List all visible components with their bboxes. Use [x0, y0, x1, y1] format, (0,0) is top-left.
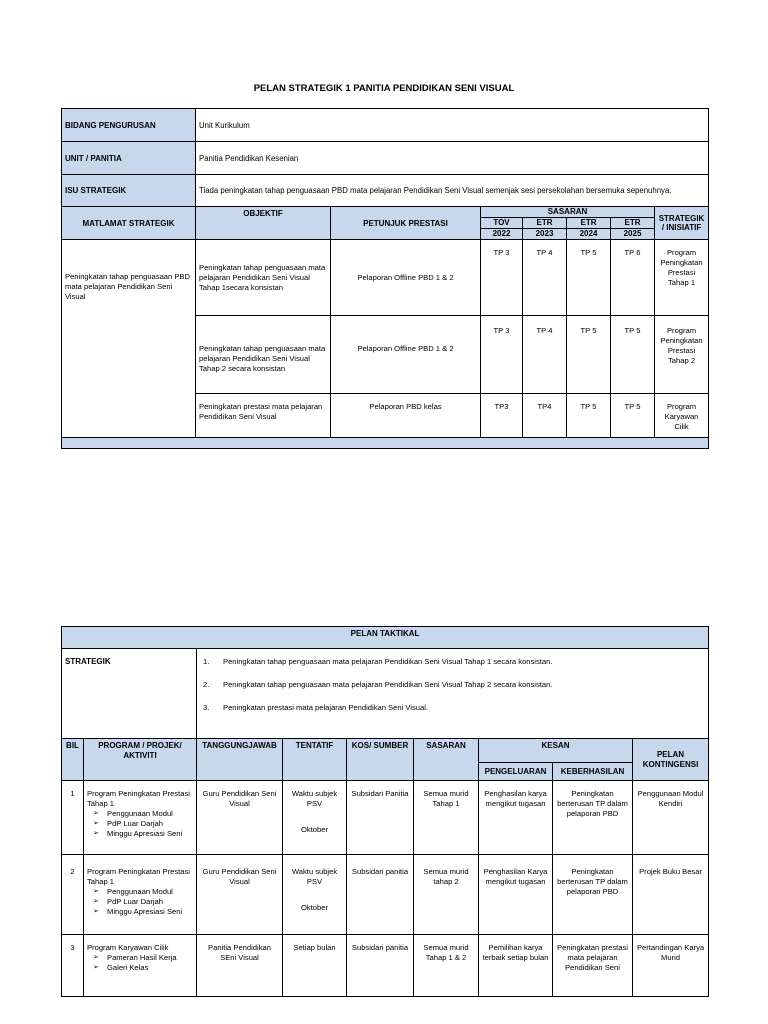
arrow-bullet-icon: ➢ — [93, 964, 99, 971]
activity-text: Penggunaan Modul — [107, 887, 173, 896]
strategik-label: STRATEGIK — [62, 649, 197, 739]
etr-2024-cell: TP 5 — [567, 394, 611, 438]
strategik-header: STRATEGIK / INISIATIF — [655, 207, 709, 240]
sasaran-header: SASARAN — [481, 207, 655, 218]
etr-2025-header: ETR — [611, 218, 655, 229]
etr-2023-header: ETR — [523, 218, 567, 229]
arrow-bullet-icon: ➢ — [93, 888, 99, 895]
strategy-item — [203, 680, 702, 690]
list-item — [93, 887, 193, 897]
pelan-header: PELAN KONTINGENSI — [633, 739, 709, 781]
year-2023: 2023 — [523, 229, 567, 240]
program-name: Program Peningkatan Prestasi Tahap 1 — [87, 867, 190, 886]
petunjuk-cell: Pelaporan Offline PBD 1 & 2 — [331, 316, 481, 394]
bidang-value: Unit Kurikulum — [196, 109, 709, 142]
objektif-cell: Peningkatan tahap penguasaan mata pelajaran Pendidikan Seni Visual Tahap 2 secara konsistan — [196, 316, 331, 394]
keberhasilan-cell: Peningkatan berterusan TP dalam pelaporan PBD — [553, 781, 633, 855]
etr-2023-cell: TP4 — [523, 394, 567, 438]
objektif-header: OBJEKTIF — [196, 207, 331, 240]
sasaran-cell: Semua murid Tahap 1 — [414, 781, 479, 855]
program-cell — [84, 935, 197, 997]
objektif-cell: Peningkatan prestasi mata pelajaran Pendidikan Seni Visual — [196, 394, 331, 438]
tov-cell: TP 3 — [481, 240, 523, 316]
strategy-text: Peningkatan tahap penguasaan mata pelajaran Pendidikan Seni Visual Tahap 1 secara konsistan. — [223, 657, 553, 666]
tentatif-cell — [283, 855, 347, 935]
list-item — [93, 819, 193, 829]
kos-cell: Subsidari panitia — [347, 855, 414, 935]
strategic-plan-table — [61, 108, 709, 449]
bil-cell: 1 — [62, 781, 84, 855]
sasaran-cell: Semua murid Tahap 1 & 2 — [414, 935, 479, 997]
strategy-number: 3. — [203, 703, 210, 712]
matlamat-value: Peningkatan tahap penguasaan PBD mata pelajaran Pendidikan Seni Visual — [62, 240, 196, 438]
activity-text: PdP Luar Darjah — [107, 897, 164, 906]
isu-label: ISU STRATEGIK — [62, 175, 196, 207]
inisiatif-cell: Program Peningkatan Prestasi Tahap 1 — [655, 240, 709, 316]
list-item — [93, 897, 193, 907]
tentatif-month: Oktober — [300, 903, 328, 912]
keberhasilan-cell: Peningkatan prestasi mata pelajaran Pendidikan Seni — [553, 935, 633, 997]
list-item — [93, 829, 193, 839]
program-name: Program Karyawan Cilik — [87, 943, 169, 952]
keberhasilan-cell: Peningkatan berterusan TP dalam pelaporan PBD — [553, 855, 633, 935]
bil-header: BIL — [62, 739, 84, 781]
etr-2025-cell: TP 5 — [611, 316, 655, 394]
pelan-cell: Projek Buku Besar — [633, 855, 709, 935]
table-row — [62, 781, 709, 855]
program-header: PROGRAM / PROJEK/ AKTIVITI — [84, 739, 197, 781]
petunjuk-cell: Pelaporan Offline PBD 1 & 2 — [331, 240, 481, 316]
pelan-cell: Penggunaan Modul Kendiri — [633, 781, 709, 855]
list-item — [93, 809, 193, 819]
strategy-number: 2. — [203, 680, 210, 689]
pengeluaran-cell: Pemilihan karya terbaik setiap bulan — [479, 935, 553, 997]
tanggungjawab-header: TANGGUNGJAWAB — [197, 739, 283, 781]
arrow-bullet-icon: ➢ — [93, 908, 99, 915]
bidang-label: BIDANG PENGURUSAN — [62, 109, 196, 142]
bil-cell: 2 — [62, 855, 84, 935]
etr-2023-cell: TP 4 — [523, 316, 567, 394]
strategy-text: Peningkatan prestasi mata pelajaran Pendidikan Seni Visual. — [223, 703, 429, 712]
kesan-header: KESAN — [479, 739, 633, 763]
keberhasilan-header: KEBERHASILAN — [553, 763, 633, 781]
sasaran-header: SASARAN — [414, 739, 479, 781]
tanggungjawab-cell: Panitia Pendidikan SEni Visual — [197, 935, 283, 997]
table-row — [62, 935, 709, 997]
tactical-plan-table — [61, 626, 709, 997]
etr-2025-cell: TP 6 — [611, 240, 655, 316]
table-row — [62, 855, 709, 935]
activity-text: PdP Luar Darjah — [107, 819, 164, 828]
strategy-text: Peningkatan tahap penguasaan mata pelajaran Pendidikan Seni Visual Tahap 2 secara konsistan. — [223, 680, 553, 689]
tentatif-header: TENTATIF — [283, 739, 347, 781]
etr-2024-cell: TP 5 — [567, 316, 611, 394]
tentatif-cell — [283, 935, 347, 997]
tov-cell: TP3 — [481, 394, 523, 438]
pelan-cell: Pertandingan Karya Murid — [633, 935, 709, 997]
kos-cell: Subsidari panitia — [347, 935, 414, 997]
tentatif-time: Setiap bulan — [293, 943, 336, 952]
bil-cell: 3 — [62, 935, 84, 997]
activity-text: Pameran Hasil Kerja — [107, 953, 177, 962]
activity-list — [87, 887, 193, 917]
isu-value: Tiada peningkatan tahap penguasaan PBD mata pelajaran Pendidikan Seni Visual semenjak sesi persekolahan bersemuka sepenuhnya. — [196, 175, 709, 207]
unit-label: UNIT / PANITIA — [62, 142, 196, 175]
pengeluaran-cell: Penghasilan Karya mengikut tugasan — [479, 855, 553, 935]
petunjuk-header: PETUNJUK PRESTASI — [331, 207, 481, 240]
tov-cell: TP 3 — [481, 316, 523, 394]
arrow-bullet-icon: ➢ — [93, 830, 99, 837]
etr-2024-header: ETR — [567, 218, 611, 229]
tanggungjawab-cell: Guru Pendidikan Seni Visual — [197, 855, 283, 935]
activity-text: Minggu Apresiasi Seni — [107, 907, 183, 916]
arrow-bullet-icon: ➢ — [93, 898, 99, 905]
sasaran-cell: Semua murid tahap 2 — [414, 855, 479, 935]
strategy-number: 1. — [203, 657, 210, 666]
tentatif-month: Oktober — [300, 825, 328, 834]
arrow-bullet-icon: ➢ — [93, 820, 99, 827]
footer-bar — [62, 438, 709, 449]
objektif-cell: Peningkatan tahap penguasaan mata pelajaran Pendidikan Seni Visual Tahap 1secara konsistan — [196, 240, 331, 316]
activity-text: Minggu Apresiasi Seni — [107, 829, 183, 838]
unit-value: Panitia Pendidikan Kesenian — [196, 142, 709, 175]
year-2022: 2022 — [481, 229, 523, 240]
pengeluaran-header: PENGELUARAN — [479, 763, 553, 781]
petunjuk-cell: Pelaporan PBD kelas — [331, 394, 481, 438]
program-name: Program Peningkatan Prestasi Tahap 1 — [87, 789, 190, 808]
table-row — [62, 240, 709, 316]
kos-header: KOS/ SUMBER — [347, 739, 414, 781]
tentatif-time: Waktu subjek PSV — [291, 789, 338, 808]
arrow-bullet-icon: ➢ — [93, 810, 99, 817]
etr-2025-cell: TP 5 — [611, 394, 655, 438]
inisiatif-cell: Program Karyawan Cilik — [655, 394, 709, 438]
program-cell — [84, 855, 197, 935]
inisiatif-cell: Program Peningkatan Prestasi Tahap 2 — [655, 316, 709, 394]
program-cell — [84, 781, 197, 855]
activity-text: Galeri Kelas — [107, 963, 149, 972]
tanggungjawab-cell: Guru Pendidikan Seni Visual — [197, 781, 283, 855]
arrow-bullet-icon: ➢ — [93, 954, 99, 961]
tactical-title: PELAN TAKTIKAL — [62, 627, 709, 649]
pengeluaran-cell: Penghasilan karya mengikut tugasan — [479, 781, 553, 855]
list-item — [93, 953, 193, 963]
year-2024: 2024 — [567, 229, 611, 240]
strategy-item — [203, 657, 702, 667]
matlamat-header: MATLAMAT STRATEGIK — [62, 207, 196, 240]
year-2025: 2025 — [611, 229, 655, 240]
etr-2023-cell: TP 4 — [523, 240, 567, 316]
tov-header: TOV — [481, 218, 523, 229]
etr-2024-cell: TP 5 — [567, 240, 611, 316]
strategy-list — [197, 649, 709, 739]
tentatif-time: Waktu subjek PSV — [291, 867, 338, 886]
activity-text: Penggunaan Modul — [107, 809, 173, 818]
page-title: PELAN STRATEGIK 1 PANITIA PENDIDIKAN SENI VISUAL — [253, 83, 515, 94]
kos-cell: Subsidari Panitia — [347, 781, 414, 855]
strategy-item — [203, 703, 702, 713]
list-item — [93, 907, 193, 917]
tentatif-cell — [283, 781, 347, 855]
list-item — [93, 963, 193, 973]
activity-list — [87, 809, 193, 839]
activity-list — [87, 953, 193, 973]
